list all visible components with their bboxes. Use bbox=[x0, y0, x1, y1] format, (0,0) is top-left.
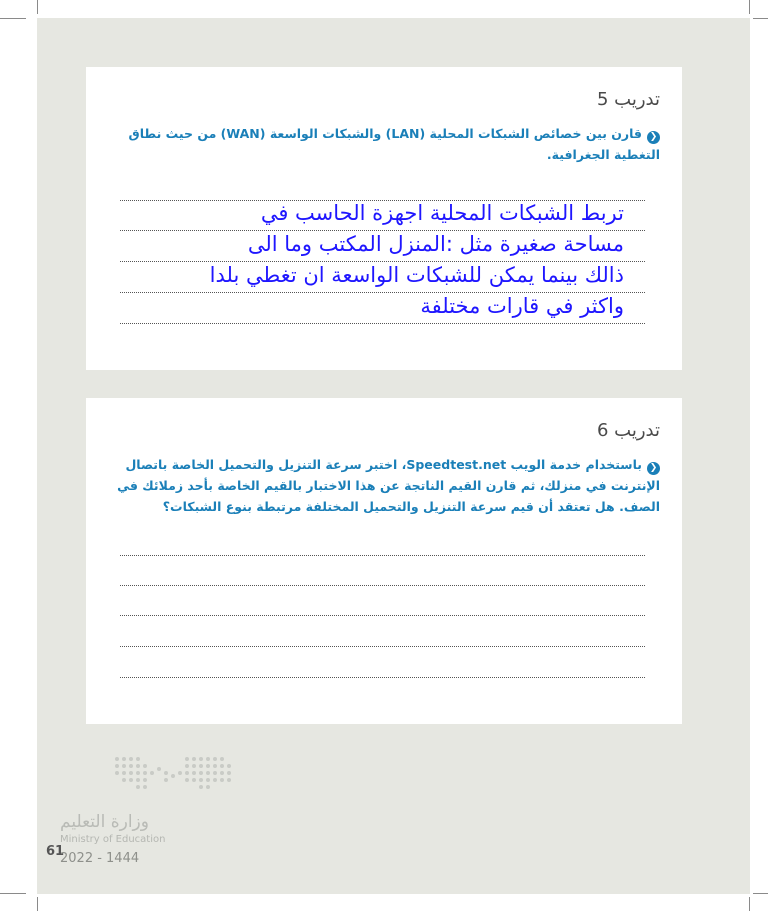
crop-mark bbox=[37, 897, 38, 911]
exercise-5-question-text: قارن بين خصائص الشبكات المحلية (LAN) والشبكات الواسعة (WAN) من حيث نطاق التغطية الجغرافية. bbox=[128, 126, 660, 162]
exercise-6-title: تدريب 6 bbox=[596, 420, 660, 441]
answer-text-line: واكثر في قارات مختلفة bbox=[420, 294, 624, 318]
page-number: 61 bbox=[46, 844, 65, 859]
answer-text-line: تربط الشبكات المحلية اجهزة الحاسب في bbox=[260, 201, 624, 225]
answer-text-line: ذالك بينما يمكن للشبكات الواسعة ان تغطي بلدا bbox=[209, 263, 624, 287]
crop-mark bbox=[0, 18, 26, 19]
edition-year: 2022 - 1444 bbox=[60, 851, 140, 866]
crop-mark bbox=[753, 893, 768, 894]
crop-mark bbox=[749, 0, 750, 14]
exercise-5-question bbox=[105, 123, 660, 165]
exercise-6-question-text: باستخدام خدمة الويب Speedtest.net، اختبر سرعة التنزيل والتحميل الخاصة باتصال الإنترنت في منزلك، ثم قارن القيم الناتجة عن هذا الاختبار بالقيم الخاصة بأحد زملائك في الصف. هل تعتقد أن قيم سرعة التنزيل والتحميل المختلفة مرتبطة بنوع الشبكات؟ bbox=[117, 457, 660, 514]
answer-line[interactable] bbox=[120, 555, 645, 556]
ministry-name-arabic: وزارة التعليم bbox=[60, 812, 149, 832]
crop-mark bbox=[37, 0, 38, 14]
exercise-6-card bbox=[86, 398, 682, 724]
answer-line[interactable] bbox=[120, 646, 645, 647]
answer-line[interactable] bbox=[120, 323, 645, 324]
answer-line[interactable] bbox=[120, 615, 645, 616]
exercise-6-question bbox=[105, 454, 660, 517]
answer-text-line: مساحة صغيرة مثل :المنزل المكتب وما الى bbox=[247, 232, 624, 256]
crop-mark bbox=[0, 893, 26, 894]
exercise-5-card bbox=[86, 67, 682, 370]
crop-mark bbox=[753, 18, 768, 19]
answer-line[interactable] bbox=[120, 677, 645, 678]
handwritten-answer bbox=[154, 198, 624, 322]
crop-mark bbox=[749, 897, 750, 911]
exercise-5-title: تدريب 5 bbox=[596, 89, 660, 110]
chevron-left-icon bbox=[647, 131, 660, 144]
chevron-left-icon bbox=[647, 462, 660, 475]
answer-line[interactable] bbox=[120, 585, 645, 586]
ministry-name-english: Ministry of Education bbox=[60, 834, 166, 845]
